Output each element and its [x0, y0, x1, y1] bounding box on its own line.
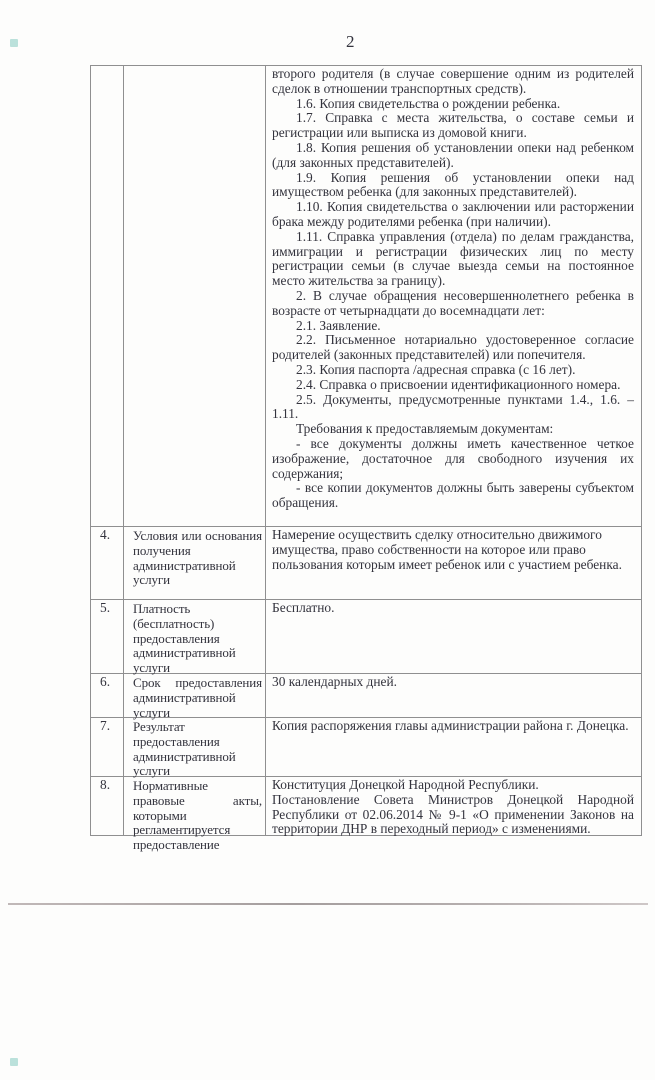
- table-row-8: [91, 776, 641, 853]
- row-number: 8.: [100, 777, 111, 792]
- paragraph: 2. В случае обращения несовершеннолетнего ребенка в возрасте от четырнадцати до восемнадцати лет:: [272, 287, 634, 318]
- paragraph: 1.6. Копия свидетельства о рождении ребенка.: [296, 95, 561, 111]
- scan-artifact-mark-bottom: [10, 1058, 18, 1066]
- paragraph: 2.5. Документы, предусмотренные пунктами 1.4., 1.6. –1.11.: [272, 391, 634, 422]
- row-number: 7.: [100, 718, 111, 733]
- row-label: Нормативные правовые акты, которыми регламентируется предоставление: [123, 777, 265, 835]
- paragraph: Требования к предоставляемым документам:: [296, 421, 554, 437]
- row-number-cell: [91, 66, 123, 526]
- document-list-cell: [265, 66, 641, 526]
- row-value: Копия распоряжения главы администрации района г. Донецка.: [272, 718, 629, 733]
- row-value: 30 календарных дней.: [272, 674, 397, 689]
- administrative-service-table: [90, 65, 642, 853]
- paragraph: второго родителя (в случае совершение одним из родителей сделок в отношении транспортных средств).: [272, 66, 634, 96]
- paragraph: - все документы должны иметь качественное четкое изображение, достаточное для свободного изучения их содержания;: [272, 435, 634, 481]
- paragraph: 2.2. Письменное нотариально удостоверенное согласие родителей (законных представителей) или попечителя.: [272, 332, 634, 363]
- row-label-cell: [123, 66, 265, 526]
- paragraph: 1.11. Справка управления (отдела) по делам гражданства, иммиграции и регистрации физических лиц по месту регистрации семьи (в случае выезда семьи на постоянное место жительства за границу).: [272, 228, 634, 289]
- row-value: Постановление Совета Министров Донецкой Народной Республики от 02.06.2014 № 9-1 «О применении Законов на территории ДНР в переходный период» с изменениями.: [272, 791, 634, 837]
- page-number: 2: [346, 32, 355, 51]
- row-label: Условия или основания получения административной услуги: [123, 527, 265, 599]
- table-row-6: [91, 673, 641, 720]
- row-value: Бесплатно.: [272, 600, 335, 615]
- row-label: Срок предоставления административной услуги: [123, 674, 265, 717]
- row-value-cell: [265, 674, 641, 717]
- row-value-cell: [265, 718, 641, 776]
- paragraph: 2.4. Справка о присвоении идентификационного номера.: [296, 376, 621, 392]
- paragraph: 1.10. Копия свидетельства о заключении или расторжении брака между родителями ребенка (при наличии).: [272, 199, 634, 229]
- paragraph: - все копии документов должны быть заверены субъектом обращения.: [272, 480, 634, 511]
- table-row-4: [91, 526, 641, 599]
- row-number: 4.: [100, 527, 111, 542]
- row-label: Платность (бесплатность) предоставления административной услуги: [123, 600, 265, 673]
- horizontal-separator-line: [8, 903, 648, 905]
- row-value-cell: [265, 600, 641, 673]
- paragraph: 1.7. Справка с места жительства, о составе семьи и регистрации или выписка из домовой книги.: [272, 110, 634, 141]
- row-value: Конституция Донецкой Народной Республики.: [272, 777, 539, 792]
- paragraph: 2.1. Заявление.: [296, 317, 381, 333]
- row-value-cell: [265, 777, 641, 835]
- row-number: 6.: [100, 674, 111, 689]
- table-row-5: [91, 599, 641, 676]
- scan-artifact-mark-top: [10, 39, 18, 47]
- row-number: 5.: [100, 600, 111, 615]
- row-value: Намерение осуществить сделку относительно движимого имущества, право собственности на которое или право пользования которым имеет ребенок или с участием ребенка.: [272, 527, 622, 572]
- paragraph: 1.8. Копия решения об установлении опеки над ребенком (для законных представителей).: [272, 139, 634, 170]
- paragraph: 1.9. Копия решения об установлении опеки над имуществом ребенка (для законных представителей).: [272, 169, 634, 200]
- paragraph: 2.3. Копия паспорта /адресная справка (с 16 лет).: [296, 361, 576, 377]
- row-value-cell: [265, 527, 641, 599]
- row-label: Результат предоставления административной услуги: [123, 718, 265, 776]
- table-row-continuation: [91, 66, 641, 526]
- table-row-7: [91, 717, 641, 779]
